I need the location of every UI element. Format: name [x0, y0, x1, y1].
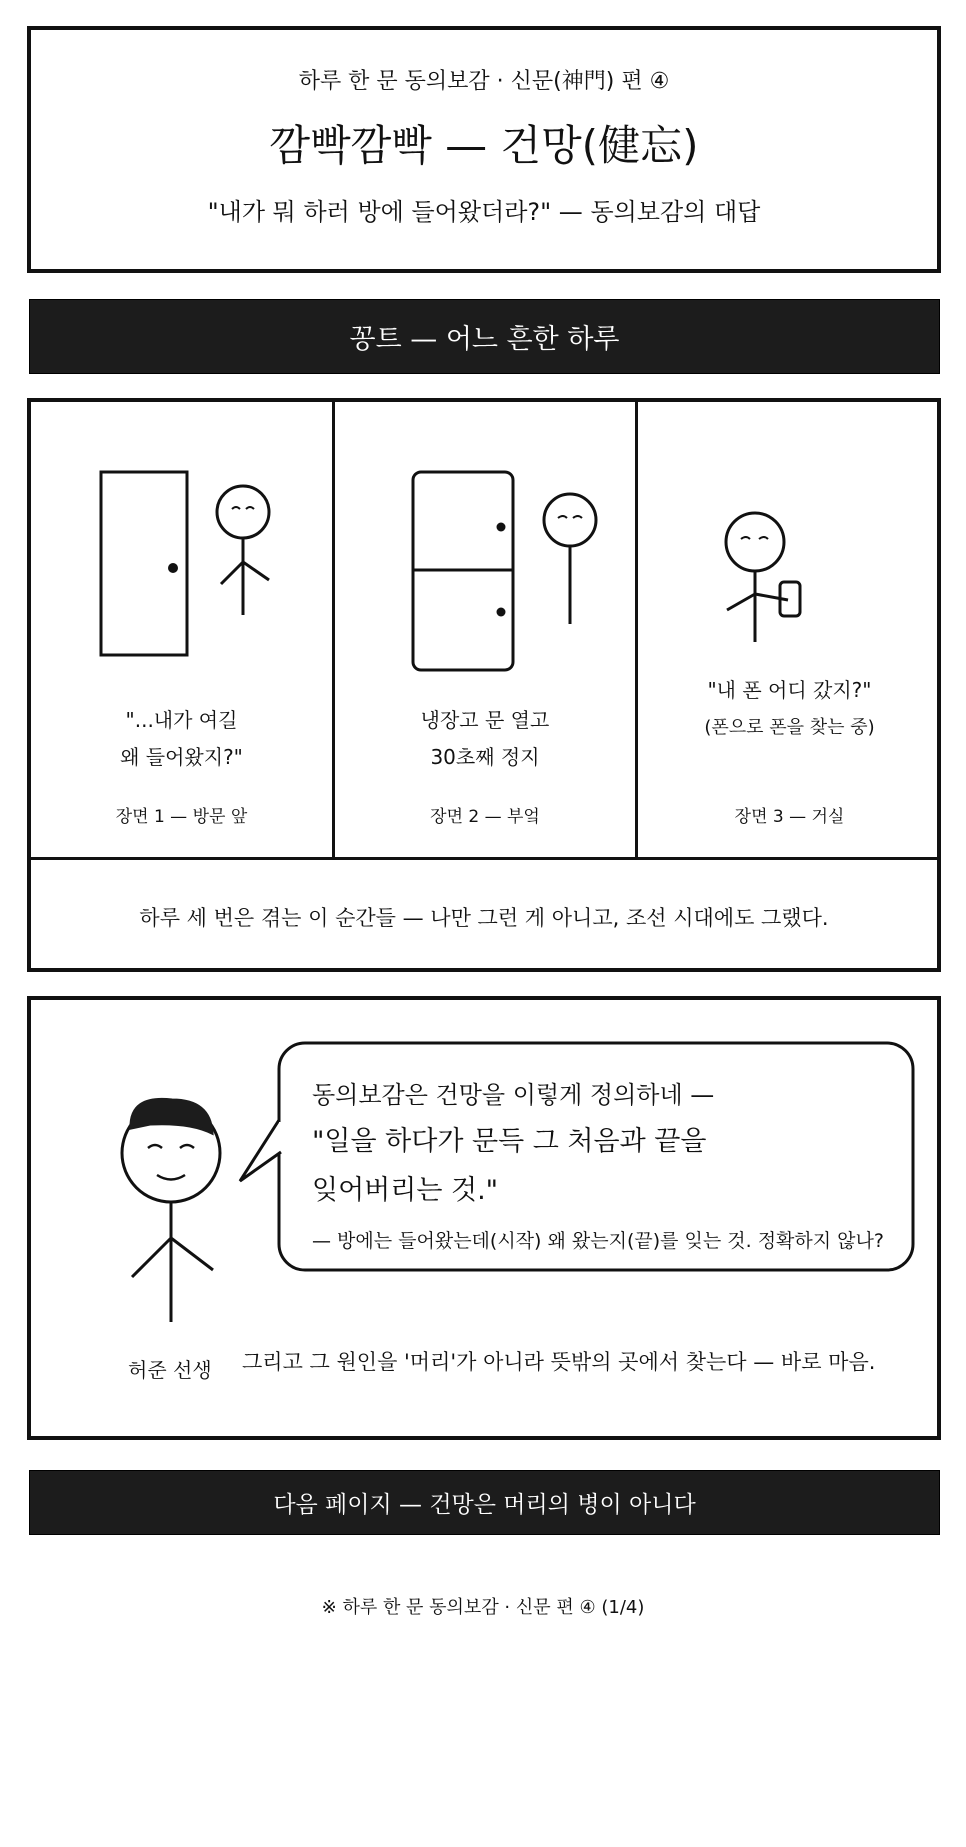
bubble-text-quote-1: "일을 하다가 문득 그 처음과 끝을: [312, 1126, 707, 1157]
closing-line: 그리고 그 원인을 '머리'가 아니라 뜻밖의 곳에서 찾는다 — 바로 마음.: [242, 1350, 876, 1374]
panel-1-caption-line-2: 왜 들어왔지?": [120, 745, 243, 769]
next-page-label: 다음 페이지 — 건망은 머리의 병이 아니다: [273, 1492, 696, 1518]
panel-2-scene-label: 장면 2 — 부엌: [430, 807, 540, 827]
panel-3-caption-line-1: "내 폰 어디 갔지?": [707, 678, 872, 702]
page-title: 깜빡깜빡 — 건망(健忘): [269, 121, 699, 170]
panel-3-scene-label: 장면 3 — 거실: [734, 807, 845, 827]
footer-note: ※ 하루 한 문 동의보감 · 신문 편 ④ (1/4): [321, 1597, 645, 1618]
heo-jun-figure: [122, 1099, 220, 1322]
speaker-name: 허준 선생: [128, 1358, 212, 1382]
bubble-text-intro: 동의보감은 건망을 이렇게 정의하네 —: [312, 1081, 715, 1109]
bubble-text-note: — 방에는 들어왔는데(시작) 왜 왔는지(끝)를 잊는 것. 정확하지 않나?: [312, 1230, 884, 1252]
panel-2-caption-line-2: 30초째 정지: [430, 745, 540, 769]
series-label: 하루 한 문 동의보감 · 신문(神門) 편 ④: [298, 69, 670, 94]
panel-1-scene-label: 장면 1 — 방문 앞: [115, 807, 248, 827]
bubble-text-quote-2: 잊어버리는 것.": [312, 1175, 499, 1206]
prologue-label: 꽁트 — 어느 흔한 하루: [349, 324, 620, 355]
page-subtitle: "내가 뭐 하러 방에 들어왔더라?" — 동의보감의 대답: [207, 198, 761, 226]
panel-1-caption-line-1: "...내가 여길: [125, 708, 238, 732]
panel-2-caption-line-1: 냉장고 문 열고: [420, 708, 550, 732]
next-page-banner: [29, 1470, 940, 1535]
panel-3-caption-line-2: (폰으로 폰을 찾는 중): [704, 717, 875, 738]
panels-summary: 하루 세 번은 겪는 이 순간들 — 나만 그런 게 아니고, 조선 시대에도 그랬다.: [139, 906, 829, 930]
